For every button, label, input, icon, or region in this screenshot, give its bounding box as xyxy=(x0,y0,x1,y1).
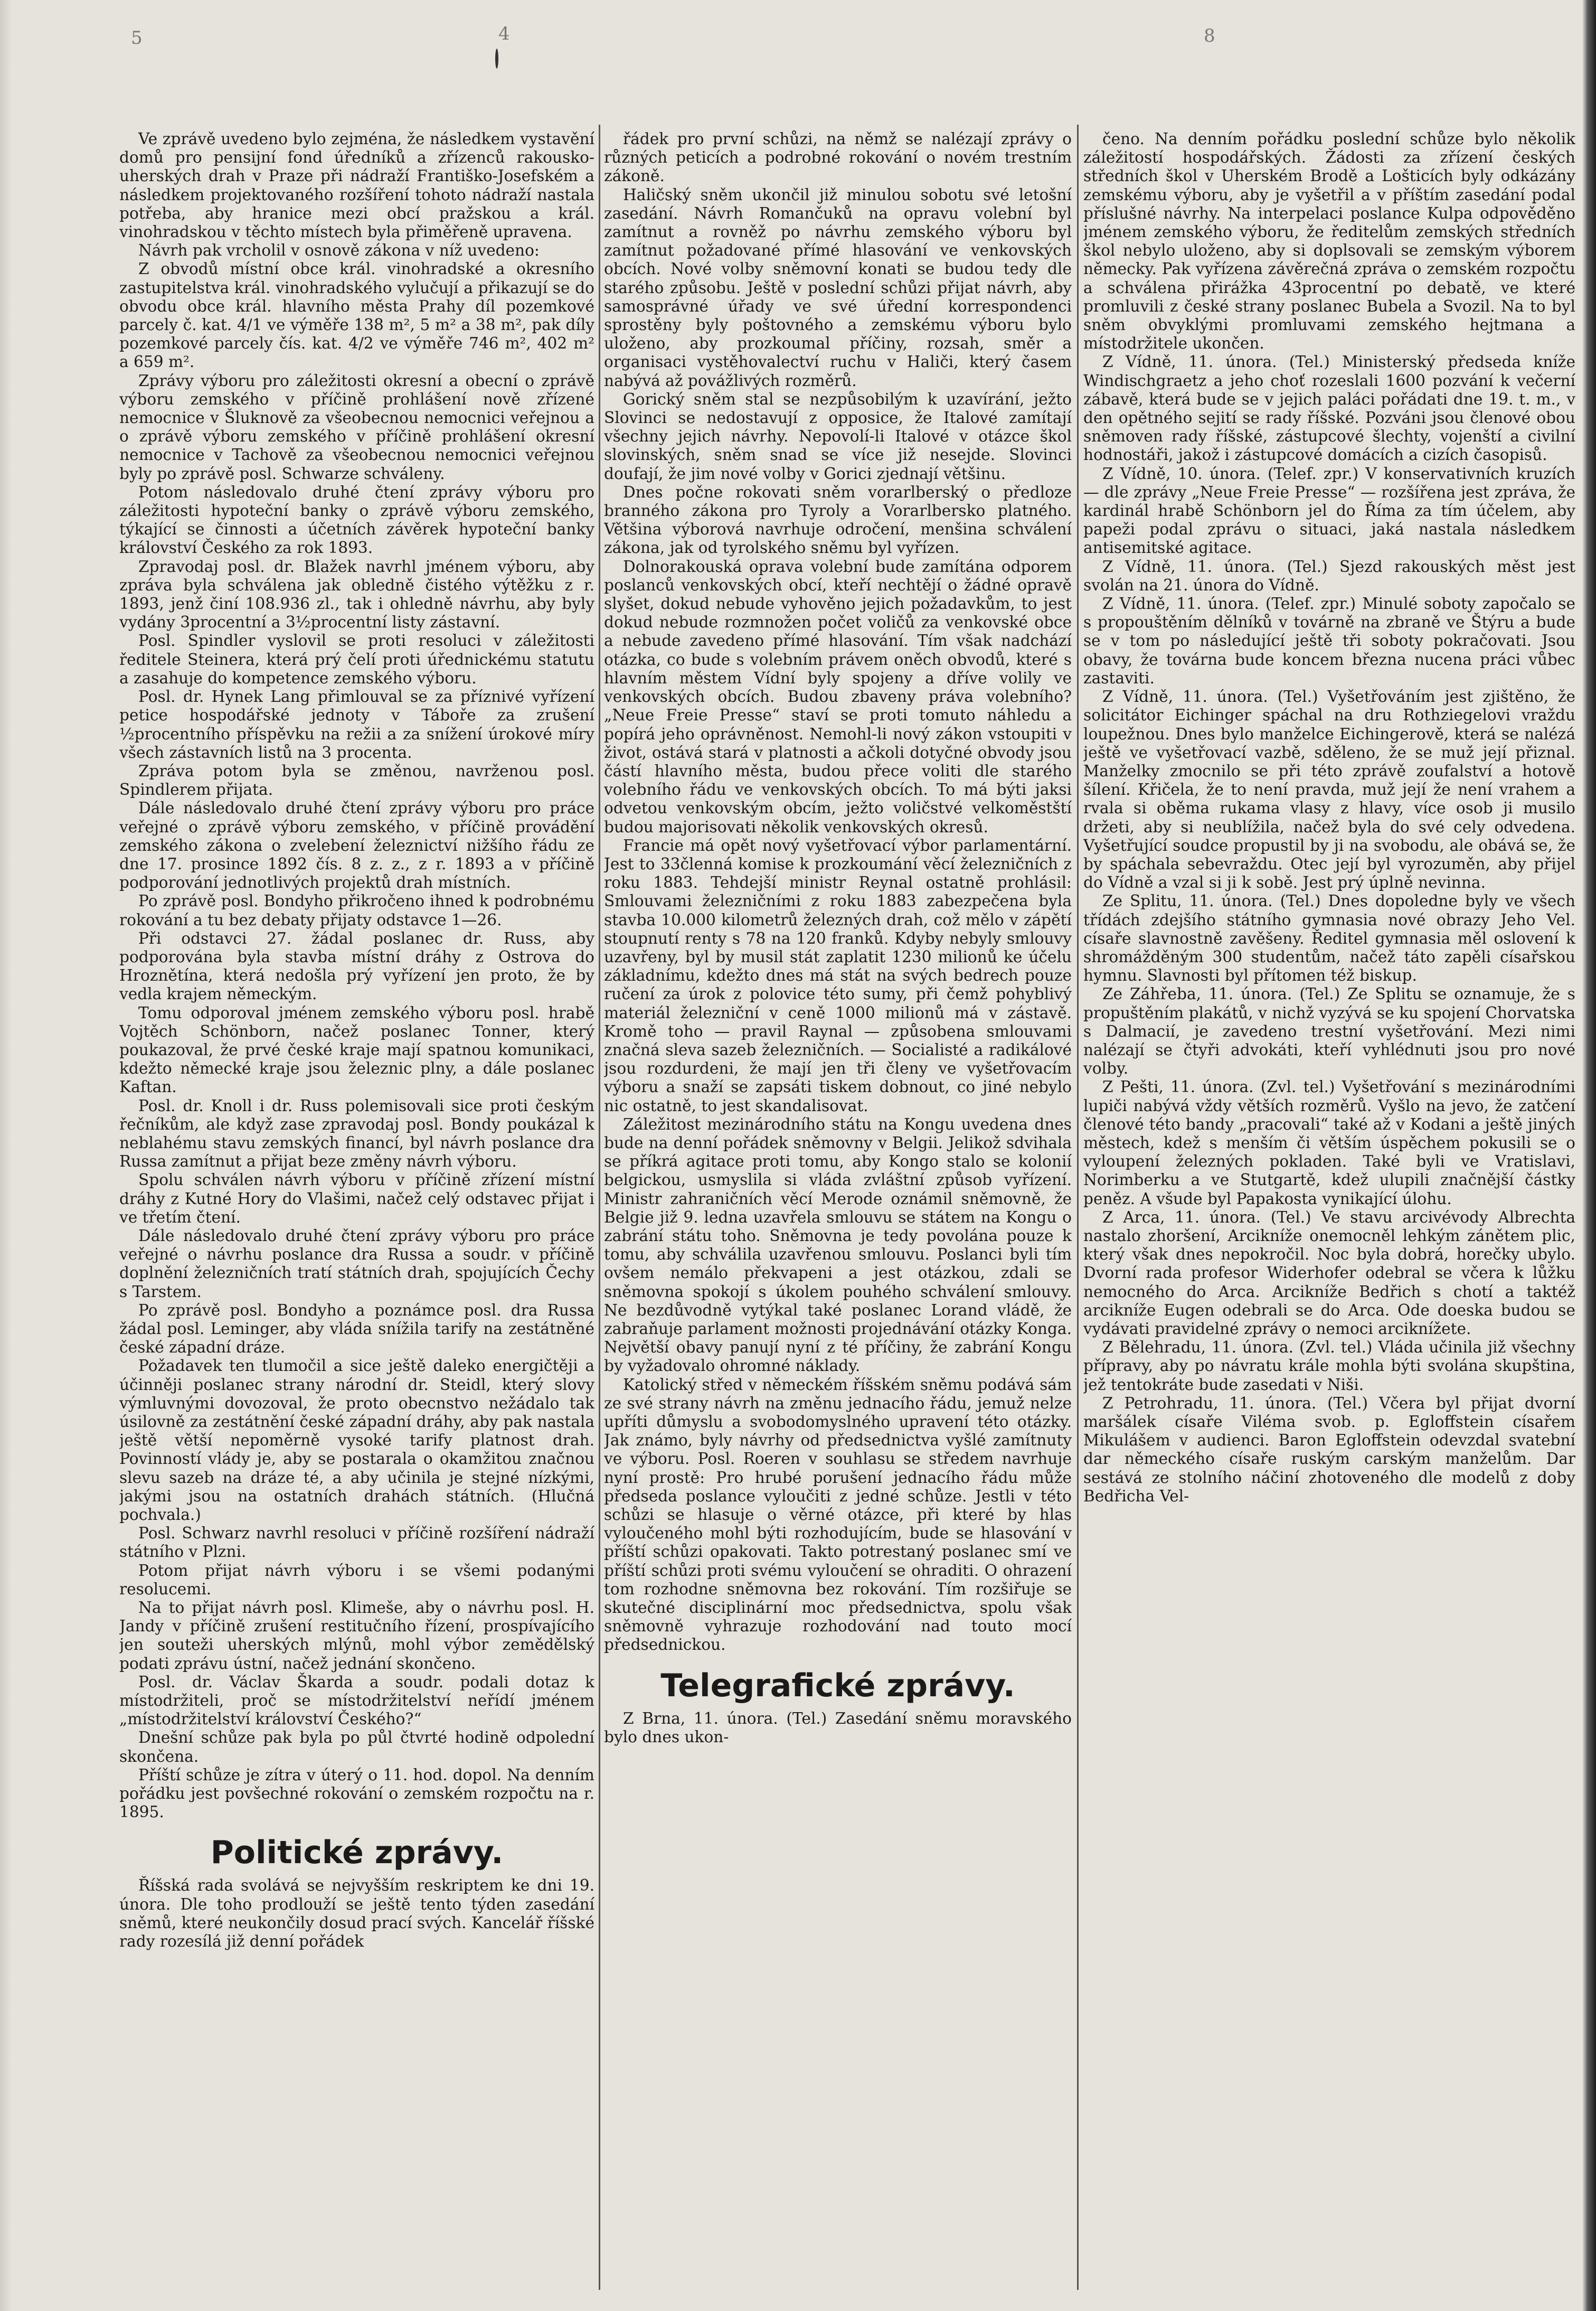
article-paragraph: Potom následovalo druhé čtení zprávy výboru pro záležitosti hypoteční banky o zprávě výboru zemského, týkající se činnosti a účetních závěrek hypoteční banky království Českého za rok 1893. xyxy=(119,483,594,557)
section-heading: Telegrafické zprávy. xyxy=(660,1667,1015,1704)
article-paragraph: Tomu odporoval jménem zemského výboru posl. hrabě Vojtěch Schönborn, načež poslanec Tonner, který poukazoval, že prvé české kraje mají spatnou komunikaci, kdežto německé kraje jsou železnic plny, a dále poslanec Kaftan. xyxy=(119,1003,594,1096)
article-paragraph: Z Petrohradu, 11. února. (Tel.) Včera byl přijat dvorní maršálek císaře Viléma svob. p. Egloffstein císařem Mikulášem v audienci. Baron Egloffstein odevzdal svatební dar německého císaře ruským carským manželům. Dar sestává ze stolního náčiní zhotoveného dle modelů z doby Bedřicha Vel- xyxy=(1083,1394,1575,1505)
article-paragraph: Dále následovalo druhé čtení zprávy výboru pro práce veřejné o zprávě výboru zemského, v příčině provádění zemského zákona o zvelebení železnictví nižšího řádu ze dne 17. prosince 1892 čís. 8 z. z., z r. 1893 a v příčině podporování jednotlivých projektů drah místních. xyxy=(119,799,594,892)
article-paragraph: Dnes počne rokovati sněm vorarlberský o předloze branného zákona pro Tyroly a Vorarlbersko platného. Většina výborová navrhuje odročení, menšina schválení zákona, jak od tyrolského sněmu byl vyřízen. xyxy=(604,483,1072,557)
column-1 xyxy=(119,130,594,2290)
article-paragraph: Z Pešti, 11. února. (Zvl. tel.) Vyšetřování s mezinárodními lupiči nabývá vždy větších rozměrů. Vyšlo na jevo, že zatčení členové této bandy „pracovali“ také až v Kodani a ještě jiných městech, kdež s menším či větším úspěchem pokusili se o vyloupení železných pokladen. Také byli ve Vratislavi, Norimberku a ve Stutgartě, kdež ulupili značnější částky peněz. A všude byl Papakosta vynikající úlohu. xyxy=(1083,1078,1575,1208)
article-paragraph: Požadavek ten tlumočil a sice ještě daleko energičtěji a účinněji poslanec strany národní dr. Steidl, který slovy výmluvnými dovozoval, že proto obecnstvo nežádalo tak úsilovně za zestátnění české západní dráhy, aby pak nastala ještě větší nepoměrně vysoké tarify platnost drah. Povinností vlády je, aby se postarala o okamžitou značnou slevu sazeb na dráze té, a aby učinila je stejné nízkými, jakými jsou na ostatních drahách státních. (Hlučná pochvala.) xyxy=(119,1357,594,1524)
article-paragraph: Posl. dr. Václav Škarda a soudr. podali dotaz k místodržiteli, proč se místodržitelství neřídí jménem „místodržitelství království Českého?“ xyxy=(119,1673,594,1728)
article-paragraph: Říšská rada svolává se nejvyšším reskriptem ke dni 19. února. Dle toho prodlouží se ještě tento týden zasedání sněmů, které neukončily dosud prací svých. Kancelář říšské rady rozesílá již denní pořádek xyxy=(119,1876,594,1951)
article-paragraph: Zpráva potom byla se změnou, navrženou posl. Spindlerem přijata. xyxy=(119,762,594,799)
article-paragraph: Katolický střed v německém říšském sněmu podává sám ze své strany návrh na změnu jednacího řádu, jemuž nelze upříti důmyslu a svobodomyslného upravení této otázky. Jak známo, byly návrhy od předsednictva vyšlé zamítnuty ve výboru. Posl. Roeren v souhlasu se středem navrhuje nyní prostě: Pro hrubé porušení jednacího řádu může předseda poslance vyloučiti z jedné schůze. Jestli v této schůzi se hlasuje o věrné otázce, při které by hlas vyloučeného mohl býti rozhodujícím, bude se hlasování v příští schůzi opakovati. Takto potrestaný poslanec smí ve příští schůzi proti svému vyloučení se ohraditi. O ohrazení tom rozhodne sněmovna bez rokování. Tím rozšiřuje se skutečné disciplinární moc předsednictva, spolu však sněmovně vyhrazuje rozhodování nad touto mocí předsednickou. xyxy=(604,1375,1072,1654)
article-paragraph: Po zprávě posl. Bondyho a poznámce posl. dra Russa žádal posl. Leminger, aby vláda snížila tarify na zestátněné české západní dráze. xyxy=(119,1301,594,1357)
article-paragraph: Na to přijat návrh posl. Klimeše, aby o návrhu posl. H. Jandy v příčině zrušení restitučního řízení, prospívajícího jen souteži uherských mlýnů, mohl výbor zemědělský podati zprávu ústní, načež jednání skončeno. xyxy=(119,1599,594,1673)
article-paragraph: Z Vídně, 11. února. (Tel.) Sjezd rakouských měst jest svolán na 21. února do Vídně. xyxy=(1083,557,1575,594)
article-paragraph: Haličský sněm ukončil již minulou sobotu své letošní zasedání. Návrh Romančuků na opravu volební byl zamítnut a rovněž po návrhu zemského výboru byl zamítnut požadované přímé hlasování ve venkovských obcích. Nové volby sněmovní konati se budou tedy dle starého způsobu. Ještě v poslední schůzi přijat návrh, aby samosprávné úřady ve své úřední korrespondenci sprostěny byly poštovného a zemskému výboru bylo uloženo, aby prozkoumal příčiny, rozsah, směr a organisaci vystěhovalectví ruchu v Haliči, který časem nabývá až povážlivých rozměrů. xyxy=(604,185,1072,390)
article-paragraph: Potom přijat návrh výboru i se všemi podanými resolucemi. xyxy=(119,1561,594,1598)
section-heading: Politické zprávy. xyxy=(210,1834,504,1872)
article-paragraph: Návrh pak vrcholil v osnově zákona v níž uvedeno: xyxy=(138,241,540,260)
column-3 xyxy=(1083,130,1575,2290)
article-paragraph: čeno. Na denním pořádku poslední schůze bylo několik záležitostí hospodářských. Žádosti za zřízení českých středních škol v Uherském Brodě a Lošticích byly odkázány zemskému výboru, aby je vyšetřil a v příštím zasedání podal příslušné návrhy. Na interpelaci poslance Kulpa odpověděno jménem zemského výboru, že ředitelům zemských středních škol nebylo uloženo, aby si doplsovali se zemským výborem německy. Pak vyřízena závěrečná zpráva o zemském rozpočtu a schválena přirážka 43procentní po debatě, ve které promluvili z české strany poslanec Bubela a Svozil. Na to byl sněm obvyklými promluvami zemského hejtmana a místodržitele ukončen. xyxy=(1083,130,1575,353)
article-paragraph: Po zprávě posl. Bondyho přikročeno ihned k podrobnému rokování a tu bez debaty přijaty odstavce 1—26. xyxy=(119,892,594,929)
ink-blot xyxy=(495,49,498,69)
article-paragraph: Zprávy výboru pro záležitosti okresní a obecní o zprávě výboru zemského v příčině prohlášení nově zřízené nemocnice v Šluknově za všeobecnou nemocnici veřejnou a o zprávě výboru zemského v příčině prohlášení okresní nemocnice v Tachově za všeobecnou nemocnici veřejnou byly po zprávě posl. Schwarze schváleny. xyxy=(119,371,594,483)
article-paragraph: Z Vídně, 11. února. (Tel.) Vyšetřováním jest zjištěno, že solicitátor Eichinger spáchal na dru Rothziegelovi vraždu loupežnou. Dnes bylo manželce Eichingerově, která se nalézá ještě ve vyšetřovací vazbě, sděleno, že se muž její přiznal. Manželky zmocnilo se při této zprávě zoufalství a hotově šílení. Křičela, že to není pravda, muž její že není vrahem a rvala si oběma rukama vlasy z hlavy, více osob ji musilo držeti, aby si neublížila, načež byla do své cely odvedena. Vyšetřující soudce propustil by ji na svobodu, ale obává se, že by spáchala sebevraždu. Otec její byl vyrozuměn, aby přijel do Vídně a vzal si ji k sobě. Jest prý úplně nevinna. xyxy=(1083,688,1575,892)
page-left-shadow xyxy=(0,0,12,2311)
article-paragraph: Posl. dr. Hynek Lang přimlouval se za příznivé vyřízení petice hospodářské jednoty v Táboře za zrušení ½procentního příspěvku na režii a za snížení úrokové míry všech zástavních listů na 3 procenta. xyxy=(119,688,594,762)
article-paragraph: Francie má opět nový vyšetřovací výbor parlamentární. Jest to 33členná komise k prozkoumání věcí železničních z roku 1883. Tehdejší ministr Reynal ostatně prohlásil: Smlouvami železničními z roku 1883 zabezpečena byla stavba 10.000 kilometrů železných drah, což mělo v zápětí stoupnutí renty s 78 na 120 franků. Kdyby nebyly smlouvy uzavřeny, byl by musil stát zaplatit 1230 milionů ke účelu základnímu, kdežto dnes má stát na svých bedrech pouze ručení za úrok z polovice této sumy, při čemž pohyblivý materiál železniční v ceně 1000 milionů má v zástavě. Kromě toho — pravil Raynal — způsobena smlouvami značná sleva sazeb železničních. — Socialisté a radikálové jsou rozdurdeni, že mají jen tři členy ve vyšetřovacím výboru a snaží se zapsáti tiskem dobnout, co jiné nebylo nic ostatně, to jest skandalisovat. xyxy=(604,836,1072,1115)
article-paragraph: Posl. Spindler vyslovil se proti resoluci v záležitosti ředitele Steinera, která prý čelí proti úřednickému statutu a zasahuje do kompetence zemského výboru. xyxy=(119,632,594,687)
article-paragraph: řádek pro první schůzi, na němž se nalézají zprávy o různých peticích a podrobné rokování o novém trestním zákoně. xyxy=(604,130,1072,185)
article-paragraph: Dále následovalo druhé čtení zprávy výboru pro práce veřejné o návrhu poslance dra Russa a soudr. v příčině doplnění železničních tratí státních drah, spojujících Čechy s Tarstem. xyxy=(119,1226,594,1301)
article-paragraph: Z obvodů místní obce král. vinohradské a okresního zastupitelstva král. vinohradského vylučují a přikazují se do obvodu obce král. hlavního města Prahy díl pozemkové parcely č. kat. 4/1 ve výměře 138 m², 5 m² a 38 m², pak díly pozemkové parcely čís. kat. 4/2 ve výměře 746 m², 402 m² a 659 m². xyxy=(119,260,594,371)
article-paragraph: Posl. dr. Knoll i dr. Russ polemisovali sice proti českým řečníkům, ale když zase zpravodaj posl. Bondy poukázal k neblahému stavu zemských financí, byl návrh poslance dra Russa zamítnut a přijat beze změny návrh výboru. xyxy=(119,1096,594,1171)
margin-mark-left: 5 xyxy=(131,27,143,49)
article-paragraph: Dnešní schůze pak byla po půl čtvrté hodině odpolední skončena. xyxy=(119,1728,594,1765)
column-2 xyxy=(604,130,1072,2290)
article-paragraph: Z Brna, 11. února. (Tel.) Zasedání sněmu moravského bylo dnes ukon- xyxy=(604,1709,1072,1746)
article-paragraph: Ve zprávě uvedeno bylo zejména, že následkem vystavění domů pro pensijní fond úředníků a zřízenců rakousko-uherských drah v Praze při nádraží Františko-Josefském a následkem projektovaného rozšíření tohoto nádraží nastala potřeba, aby hranice mezi obcí pražskou a král. vinohradskou v těchto místech byla přiměřeně upravena. xyxy=(119,130,594,241)
article-paragraph: Z Vídně, 10. února. (Telef. zpr.) V konservativních kruzích — dle zprávy „Neue Freie Presse“ — rozšířena jest zpráva, že kardinál hrabě Schönborn jel do Říma za tím účelem, aby papeži podal zprávu o situaci, jaká nastala následkem antisemitské agitace. xyxy=(1083,464,1575,557)
column-rule-2 xyxy=(1077,125,1079,2290)
article-paragraph: Záležitost mezinárodního státu na Kongu uvedena dnes bude na denní pořádek sněmovny v Belgii. Jelikož sdvihala se příkrá agitace proti tomu, aby Kongo stalo se kolonií belgickou, usmyslila si vláda zvláštní způsob vyřízení. Ministr zahraničních věcí Merode oznámil sněmovně, že Belgie již 9. ledna uzavřela smlouvu se státem na Kongu o zabrání státu toho. Sněmovna je tedy povolána pouze k tomu, aby schválila uzavřenou smlouvu. Poslanci byli tím ovšem nemálo překvapeni a jest otázkou, zdali se sněmovna spokojí s úkolem pouhého schválení smlouvy. Ne bezdůvodně vytýkal také poslanec Lorand vládě, že zabraňuje parlament možnosti projednávání otázky Konga. Největší obavy panují nyní z té příčiny, že zabrání Kongu by vyžadovalo ohromné náklady. xyxy=(604,1115,1072,1375)
margin-mark-center: 4 xyxy=(498,23,510,44)
article-paragraph: Spolu schválen návrh výboru v příčině zřízení místní dráhy z Kutné Hory do Vlašimi, načež celý odstavec přijat i ve třetím čtení. xyxy=(119,1171,594,1226)
article-paragraph: Zpravodaj posl. dr. Blažek navrhl jménem výboru, aby zpráva byla schválena jak obledně čistého výtěžku z r. 1893, jenž činí 108.936 zl., tak i ohledně návrhu, aby byly vydány 3procentní a 3½procentní listy zástavní. xyxy=(119,557,594,632)
article-paragraph: Z Bělehradu, 11. února. (Zvl. tel.) Vláda učinila již všechny přípravy, aby po návratu krále mohla býti svolána skupština, jež tentokráte bude zasedati v Niši. xyxy=(1083,1338,1575,1394)
article-paragraph: Při odstavci 27. žádal poslanec dr. Russ, aby podporována byla stavba místní dráhy z Ostrova do Hroznětína, která nedošla prý vyřízení jen proto, že by vedla krajem německým. xyxy=(119,929,594,1003)
column-rule-1 xyxy=(599,125,600,2290)
margin-mark-right: 8 xyxy=(1204,25,1215,46)
page-right-shadow xyxy=(1582,0,1596,2311)
article-paragraph: Ze Splitu, 11. února. (Tel.) Dnes dopoledne byly ve všech třídách zdejšího státního gymnasia nové obrazy Jeho Vel. císaře slavnostně zavěšeny. Ředitel gymnasia měl oslovení k shromážděným 300 studentům, načež táto zapěli císařskou hymnu. Slavnosti byl přítomen též biskup. xyxy=(1083,892,1575,985)
article-paragraph: Ze Záhřeba, 11. února. (Tel.) Ze Splitu se oznamuje, že s propuštěním plakátů, v nichž vyzývá se ku spojení Chorvatska s Dalmacií, je zavedeno trestní vyšetřování. Mezi nimi nalézají se čtyři advokáti, kteří vyhlédnuti jsou pro nové volby. xyxy=(1083,985,1575,1078)
article-paragraph: Posl. Schwarz navrhl resoluci v příčině rozšíření nádraží státního v Plzni. xyxy=(119,1524,594,1561)
article-paragraph: Z Vídně, 11. února. (Telef. zpr.) Minulé soboty započalo se s propouštěním dělníků v továrně na zbraně ve Štýru a bude se v tom po následující ještě tři soboty pokračovati. Jsou obavy, že továrna bude koncem března nucena práci vůbec zastaviti. xyxy=(1083,595,1575,687)
article-paragraph: Dolnorakouská oprava volební bude zamítána odporem poslanců venkovských obcí, kteří nechtějí o žádné opravě slyšet, dokud nebude vyhověno jejich požadavkům, to jest dokud nebude rozmnožen počet voličů za venkovské obce a nebude zavedeno přímé hlasování. Tím však nadchází otázka, co bude s volebním právem oněch obvodů, které s hlavním městem Vídní byly spojeny a dříve volily ve venkovských obcích. Budou zbaveny práva volebního? „Neue Freie Presse“ staví se proti tomuto náhledu a popírá jeho oprávněnost. Nemohl-li nový zákon vstoupiti v život, ostává stará v platnosti a ačkoli dotyčné obvody jsou částí hlavního města, budou přece voliti dle starého volebního řádu ve venkovských obcích. To má býti jaksi odvetou venkovským obcím, ježto voličstvé velkoměstští budou majorisovati několik venkovských okresů. xyxy=(604,557,1072,836)
article-paragraph: Z Vídně, 11. února. (Tel.) Ministerský předseda kníže Windischgraetz a jeho choť rozeslali 1600 pozvání k večerní zábavě, která bude se v jejich paláci pořádati dne 19. t. m., v den opětného sejití se rady říšské. Pozváni jsou členové obou sněmoven rady říšské, zástupcové šlechty, vojenští a civilní hodnostáři, jakož i zástupcové domácích a cizích časopisů. xyxy=(1083,353,1575,464)
article-paragraph: Příští schůze je zítra v úterý o 11. hod. dopol. Na denním pořádku jest povšechné rokování o zemském rozpočtu na r. 1895. xyxy=(119,1765,594,1821)
article-paragraph: Gorický sněm stal se nezpůsobilým k uzavírání, ježto Slovinci se nedostavují z opposice, že Italové zamítají všechny jejich návrhy. Nepovolí-li Italové v otázce škol slovinských, sněm snad se více již nesejde. Slovinci doufají, že jim nové volby v Gorici zjednají většinu. xyxy=(604,390,1072,483)
article-paragraph: Z Arca, 11. února. (Tel.) Ve stavu arcivévody Albrechta nastalo zhoršení, Arciknížе onemocněl lehkým zánětem plic, který však dnes nepokročil. Noc byla dobrá, horečky ubylo. Dvorní rada profesor Widerhofer odebral se včera k lůžku nemocného do Arca. Arcikníže Bedřich s chotí a taktéž arcikníže Eugen odebrali se do Arca. Ode doeska budou se vydávati pravidelné zprávy o nemoci arciknížete. xyxy=(1083,1208,1575,1338)
